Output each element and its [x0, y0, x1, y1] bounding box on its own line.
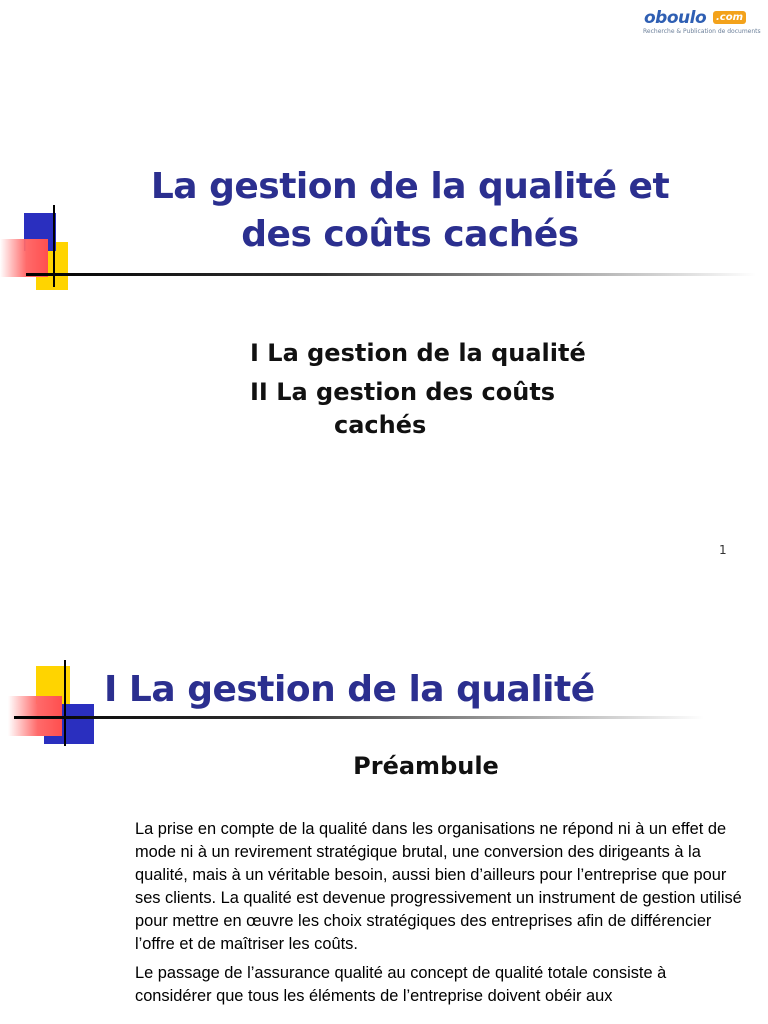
logo-tagline: Recherche & Publication de documents [643, 28, 761, 35]
slide1-title [40, 163, 768, 259]
slide1-rule [26, 273, 756, 276]
body-paragraph-2: Le passage de l’assurance qualité au concept de qualité totale consiste à considérer que tous les éléments de l’entreprise doivent obéir aux [135, 964, 667, 1005]
slide1-title-line2: des coûts cachés [241, 214, 579, 255]
slide2-title: I La gestion de la qualité [104, 669, 595, 710]
slide1-title-line1: La gestion de la qualité et [150, 166, 670, 207]
slide2-rule [14, 716, 704, 719]
page-number: 1 [719, 543, 727, 557]
deco-vertical-line [64, 660, 66, 746]
toc-item-1: I La gestion de la qualité [250, 339, 586, 367]
slide1-toc [250, 334, 586, 445]
toc-item-2: II La gestion des coûts [250, 378, 556, 406]
body-paragraph-1: La prise en compte de la qualité dans les organisations ne répond ni à un effet de mode ni à un revirement stratégique brutal, une conversion des dirigeants à la qualité, mais à un véritable besoin, aussi bien d’ailleurs pour l’entreprise que pour ses clients. La qualité est devenue progressivement un instrument de gestion utilisé pour mettre en œuvre les choix stratégiques des entreprises afin de différencier l’offre et de maîtriser les coûts. [135, 820, 742, 953]
slide2-body [135, 818, 745, 1014]
logo-suffix: .com [713, 11, 746, 24]
slide2-subtitle: Préambule [353, 752, 499, 780]
logo-wordmark: oboulo [644, 8, 707, 28]
toc-item-2-continued: cachés [334, 411, 427, 439]
oboulo-logo[interactable] [640, 8, 761, 38]
slide2-decoration [8, 660, 118, 750]
